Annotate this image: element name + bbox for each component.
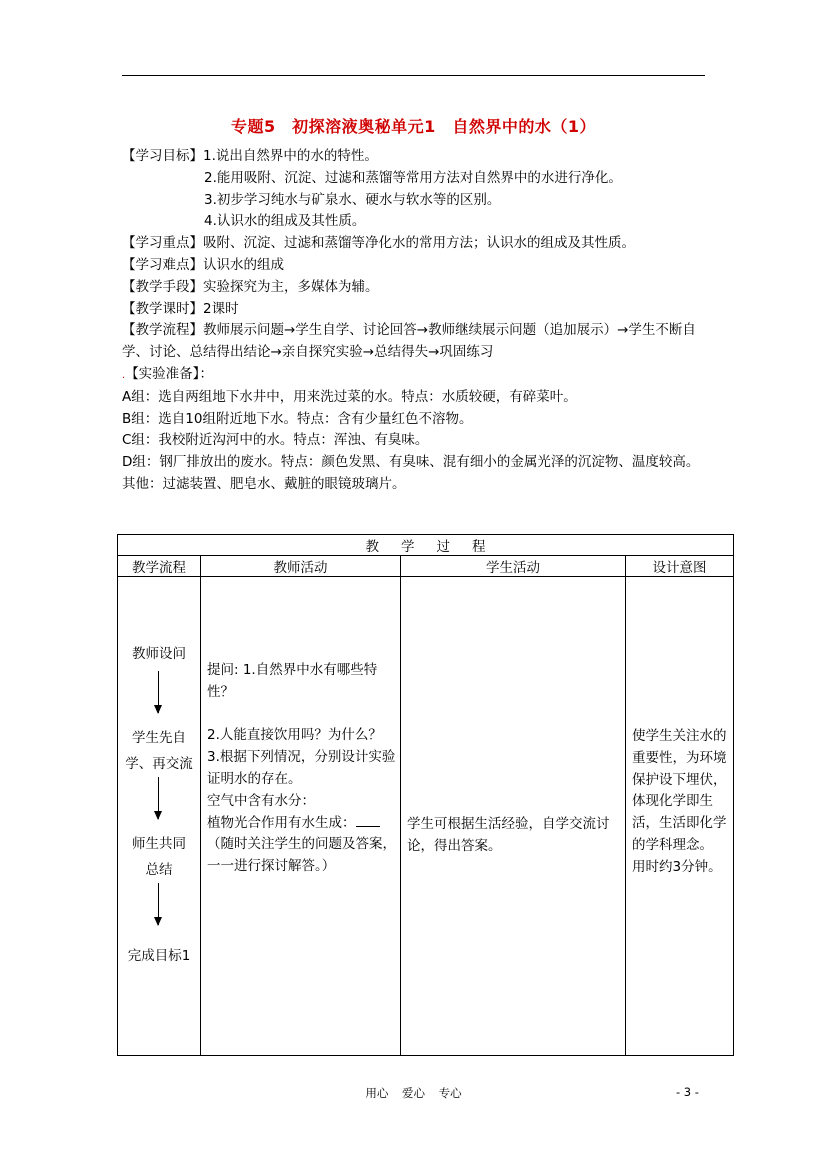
flow-diagram (118, 577, 200, 1055)
prep-group: A组：选自两组地下水井中，用来洗过菜的水。特点：水质较硬，有碎菜叶。 (122, 388, 577, 405)
prep-group: B组：选自10组附近地下水。特点：含有少量红色不溶物。 (122, 410, 473, 427)
footer-item: 爱心 (402, 1086, 425, 1100)
prep-colon: ： (199, 365, 213, 382)
column-header: 教学流程 (118, 556, 201, 577)
column-header: 教师活动 (201, 556, 401, 577)
prep-group: D组：钢厂排放出的废水。特点：颜色发黑、有臭味、混有细小的金属光泽的沉淀物、温度较高。 (122, 454, 700, 471)
difficulty-line (122, 255, 712, 277)
means-label: 【教学手段】 (122, 278, 203, 295)
objective-item-row (122, 190, 712, 212)
objective-item: 2.能用吸附、沉淀、过滤和蒸馏等常用方法对自然界中的水进行净化。 (204, 169, 622, 186)
teacher-line: 空气中含有水分： (207, 792, 315, 809)
prep-mark: . (122, 369, 126, 381)
teacher-line-text: 植物光合作用有水生成： (207, 814, 356, 831)
objective-item: 4.认识水的组成及其性质。 (204, 213, 366, 230)
teacher-line: 2.人能直接饮用吗？为什么？ (207, 727, 382, 744)
header-rule (122, 75, 705, 76)
prep-other: 其他：过滤装置、肥皂水、戴脏的眼镜玻璃片。 (122, 475, 406, 492)
objectives-label: 【学习目标】 (122, 148, 203, 164)
column-header: 设计意图 (626, 556, 734, 577)
process-text: 教师展示问题→学生自学、讨论回答→教师继续展示问题（追加展示）→学生不断自学、讨论、总结得出结论→亲自探究实验→总结得失→巩固练习 (122, 322, 696, 361)
design-line: 用时约3分钟。 (632, 858, 722, 875)
objectives-line (122, 146, 712, 168)
hours-label: 【教学课时】 (122, 300, 203, 317)
key-points-label: 【学习重点】 (122, 235, 203, 252)
student-activity-cell: 学生可根据生活经验，自学交流讨论，得出答案。 (401, 577, 626, 1056)
table-title-row (118, 535, 734, 556)
means-text: 实验探究为主，多媒体为辅。 (203, 278, 379, 295)
down-arrow-icon (158, 883, 159, 925)
flow-step: 教师设问 (132, 646, 186, 662)
teacher-line: 3.根据下列情况，分别设计实验证明水的存在。 (207, 749, 396, 787)
teacher-activity-cell (201, 577, 401, 1056)
answer-blank (356, 814, 380, 827)
lesson-info (122, 146, 712, 496)
document-title: 专题5 初探溶液奥秘单元1 自然界中的水（1） (231, 117, 596, 136)
design-line: 使学生关注水的重要性，为环境保护设下埋伏，体现化学即生活，生活即化学的学科理念。 (632, 728, 727, 853)
table-row (118, 577, 734, 1056)
flow-step: 学生先自学、再交流 (125, 730, 193, 772)
footer-item: 专心 (438, 1086, 462, 1100)
footer-item: 用心 (365, 1086, 389, 1100)
down-arrow-icon (158, 671, 159, 713)
objective-item-row (122, 168, 712, 190)
difficulty-label: 【学习难点】 (122, 256, 203, 273)
prep-line (122, 364, 712, 387)
hours-line (122, 299, 712, 321)
flow-step: 完成目标1 (127, 948, 191, 964)
process-line (122, 320, 712, 364)
means-line (122, 277, 712, 299)
key-points-text: 吸附、沉淀、过滤和蒸馏等净化水的常用方法；认识水的组成及其性质。 (203, 235, 635, 252)
flow-step: 师生共同总结 (132, 836, 186, 878)
objective-item: 1.说出自然界中的水的特性。 (203, 148, 378, 164)
design-intent-cell (626, 577, 734, 1056)
table-title: 教学过程 (118, 535, 734, 556)
teacher-line: 提问: 1.自然界中水有哪些特性？ (207, 662, 378, 700)
prep-label: 【实验准备】 (125, 365, 200, 382)
page-number: - 3 - (676, 1085, 699, 1099)
down-arrow-icon (158, 777, 159, 819)
page-footer (0, 1085, 827, 1101)
process-label: 【教学流程】 (122, 322, 203, 339)
hours-text: 2课时 (203, 300, 239, 317)
teaching-process-table (117, 534, 734, 1056)
column-header: 学生活动 (401, 556, 626, 577)
teacher-line (207, 813, 396, 835)
spacer (207, 704, 396, 726)
objective-item-row (122, 211, 712, 233)
table-header-row (118, 556, 734, 577)
key-points-line (122, 233, 712, 255)
teacher-line: （随时关注学生的问题及答案，一一进行探讨解答。） (207, 836, 396, 875)
flow-cell (118, 577, 201, 1056)
difficulty-text: 认识水的组成 (203, 256, 284, 273)
objective-item: 3.初步学习纯水与矿泉水、硬水与软水等的区别。 (204, 191, 501, 208)
prep-group: C组：我校附近沟河中的水。特点：浑浊、有臭味。 (122, 432, 429, 449)
